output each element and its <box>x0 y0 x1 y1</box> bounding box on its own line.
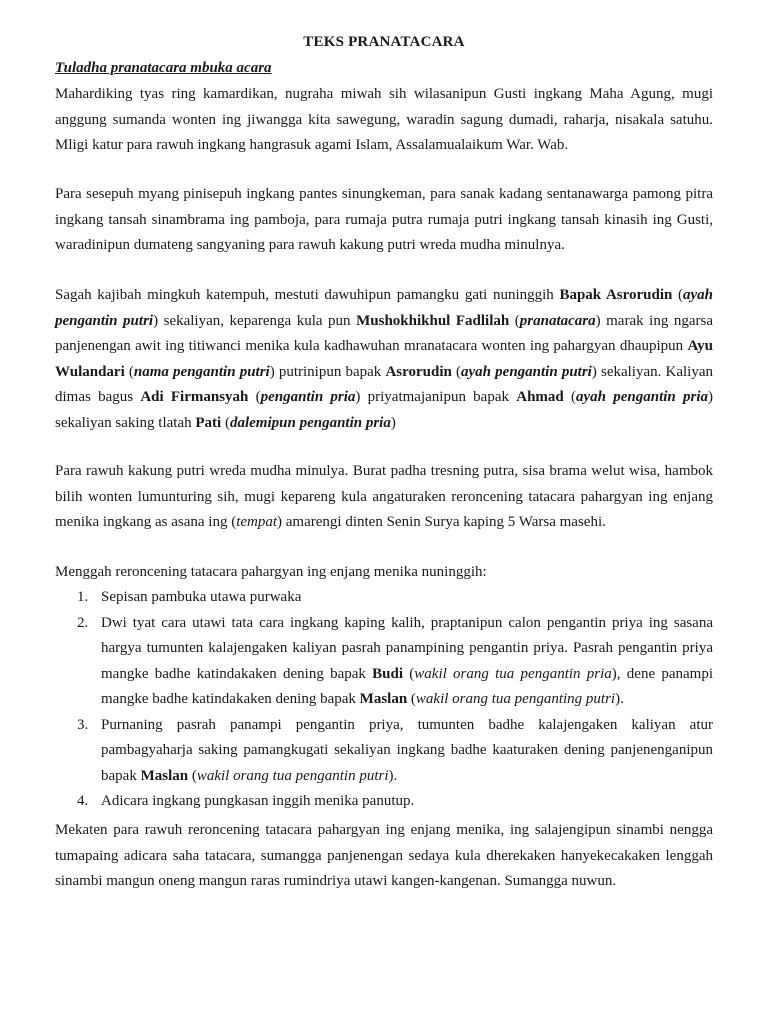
list-item-text: Adicara ingkang pungkasan inggih menika panutup. <box>101 793 415 809</box>
text: ) putrinipun bapak <box>269 363 386 380</box>
text: ( <box>509 312 520 329</box>
text: ( <box>221 414 230 431</box>
role-italic: ayah pengantin putri <box>55 287 713 329</box>
name-bold: Maslan <box>140 767 189 784</box>
name-bold: Adi Firmansyah <box>140 389 249 405</box>
list-item <box>55 585 713 611</box>
list-item <box>55 611 713 713</box>
text: Para rawuh kakung putri wreda mudha minulya. Burat padha tresning putra, sisa brama welut wisa, hambok bilih wonten lumunturing sih, mugi kepareng kula angaturaken reroncening tatacara pahargyan ing enjang menika ingkang as asana ing ( <box>55 463 713 530</box>
name-bold: Ahmad <box>516 389 564 405</box>
agenda-list <box>55 585 713 815</box>
text: ) sekaliyan saking tlatah <box>55 389 713 431</box>
text: ( <box>563 389 576 405</box>
name-bold: Maslan <box>359 691 408 707</box>
paragraph-opening-greeting: Mahardiking tyas ring kamardikan, nugraha miwah sih wilasanipun Gusti ingkang Maha Agung, mugi anggung sumanda wonten ing jiwangga kita sawegung, waradin sagung dumadi, raharja, nisakala satuhu. Mligi katur para rawuh ingkang hangrasuk agami Islam, Assalamualaikum War. Wab. <box>55 86 713 153</box>
role-italic: dalemipun pengantin pria <box>229 414 391 431</box>
text: Dwi tyat cara utawi tata cara ingkang kaping kalih, praptanipun calon pengantin priya ing sasana hargya tumunten kalajengaken kaliyan pasrah panampining pengantin priya. Pasrah pengantin priya mangke badhe katindakaken dening bapak <box>101 614 713 682</box>
section-heading: Tuladha pranatacara mbuka acara <box>55 60 272 76</box>
role-italic: pranatacara <box>519 312 596 329</box>
paragraph-event-details <box>55 459 713 536</box>
paragraph-respect-guests: Para sesepuh myang pinisepuh ingkang pantes sinungkeman, para sanak kadang sentanawarga pamong pitra ingkang tansah sinambrama ing pamboja, para rumaja putra rumaja putri ingkang tansah kinasih ing Gusti, waradinipun dumateng sangyaning para rawuh kakung putri wreda mudha minulnya. <box>55 186 713 253</box>
role-italic: wakil orang tua pengantin putri <box>196 767 389 784</box>
text: ( <box>188 767 197 784</box>
text: ) priyatmajanipun bapak <box>355 389 517 405</box>
name-bold: Budi <box>372 665 404 682</box>
name-bold: Ayu Wulandari <box>55 338 713 380</box>
text: ). <box>615 691 624 707</box>
text: ( <box>248 389 261 405</box>
text: ( <box>403 665 415 682</box>
text: ) sekaliyan. Kaliyan dimas bagus <box>55 363 713 405</box>
role-italic: ayah pengantin putri <box>461 363 592 380</box>
role-italic: nama pengantin putri <box>133 363 270 380</box>
text: ) sekaliyan, keparenga kula pun <box>153 312 357 329</box>
text: ), dene panampi mangke badhe katindakaken dening bapak <box>101 665 714 707</box>
list-number: 2. <box>77 614 89 631</box>
placeholder-italic: tempat <box>236 514 278 530</box>
list-number: 4. <box>77 793 89 809</box>
list-number: 3. <box>77 716 89 733</box>
role-italic: wakil orang tua pengantin pria <box>414 665 612 682</box>
name-bold: Bapak Asrorudin <box>559 287 673 303</box>
text: Purnaning pasrah panampi pengantin priya, tumunten badhe kalajengaken kaliyan atur pambagyaharja saking pamangkugati sekaliyan ingkang badhe kaaturaken dening panjenenganipun bapak <box>101 716 713 784</box>
role-italic: wakil orang tua penganting putri <box>415 691 616 707</box>
list-item <box>55 789 713 815</box>
text: ) <box>390 414 396 431</box>
name-bold: Mushokhikhul Fadlilah <box>356 312 510 329</box>
paragraph-introduction <box>55 283 713 436</box>
text: ( <box>407 691 416 707</box>
text: ( <box>451 363 462 380</box>
name-bold: Asrorudin <box>385 363 452 380</box>
role-italic: pengantin pria <box>260 389 356 405</box>
name-bold: Pati <box>195 414 222 431</box>
paragraph-closing: Mekaten para rawuh reroncening tatacara pahargyan ing enjang menika, ing salajengipun sinambi nengga tumapaing adicara saha tatacara, sumangga panjenengan sedaya kula dherekaken hanyekecakaken lenggah sinambi mangun oneng mangun raras rumindriya utawi kangen-kangenan. Sumangga nuwun. <box>55 822 713 889</box>
document-title: TEKS PRANATACARA <box>303 34 465 50</box>
role-italic: ayah pengantin pria <box>575 389 708 405</box>
paragraph-agenda-intro: Menggah reroncening tatacara pahargyan ing enjang menika nuninggih: <box>55 564 487 580</box>
text: Sagah kajibah mingkuh katempuh, mestuti dawuhipun pamangku gati nuninggih <box>55 287 560 303</box>
text: ). <box>388 767 398 784</box>
text: ( <box>124 363 134 380</box>
text: ( <box>672 287 683 303</box>
text: ) amarengi dinten Senin Surya kaping 5 Warsa masehi. <box>277 514 606 530</box>
text: ) marak ing ngarsa panjenengan awit ing titiwanci menika kula kadhawuhan mranatacara wonten ing pahargyan dhaupipun <box>55 312 714 354</box>
list-item <box>55 713 713 790</box>
list-item-text: Sepisan pambuka utawa purwaka <box>101 589 302 605</box>
list-number: 1. <box>77 589 89 605</box>
